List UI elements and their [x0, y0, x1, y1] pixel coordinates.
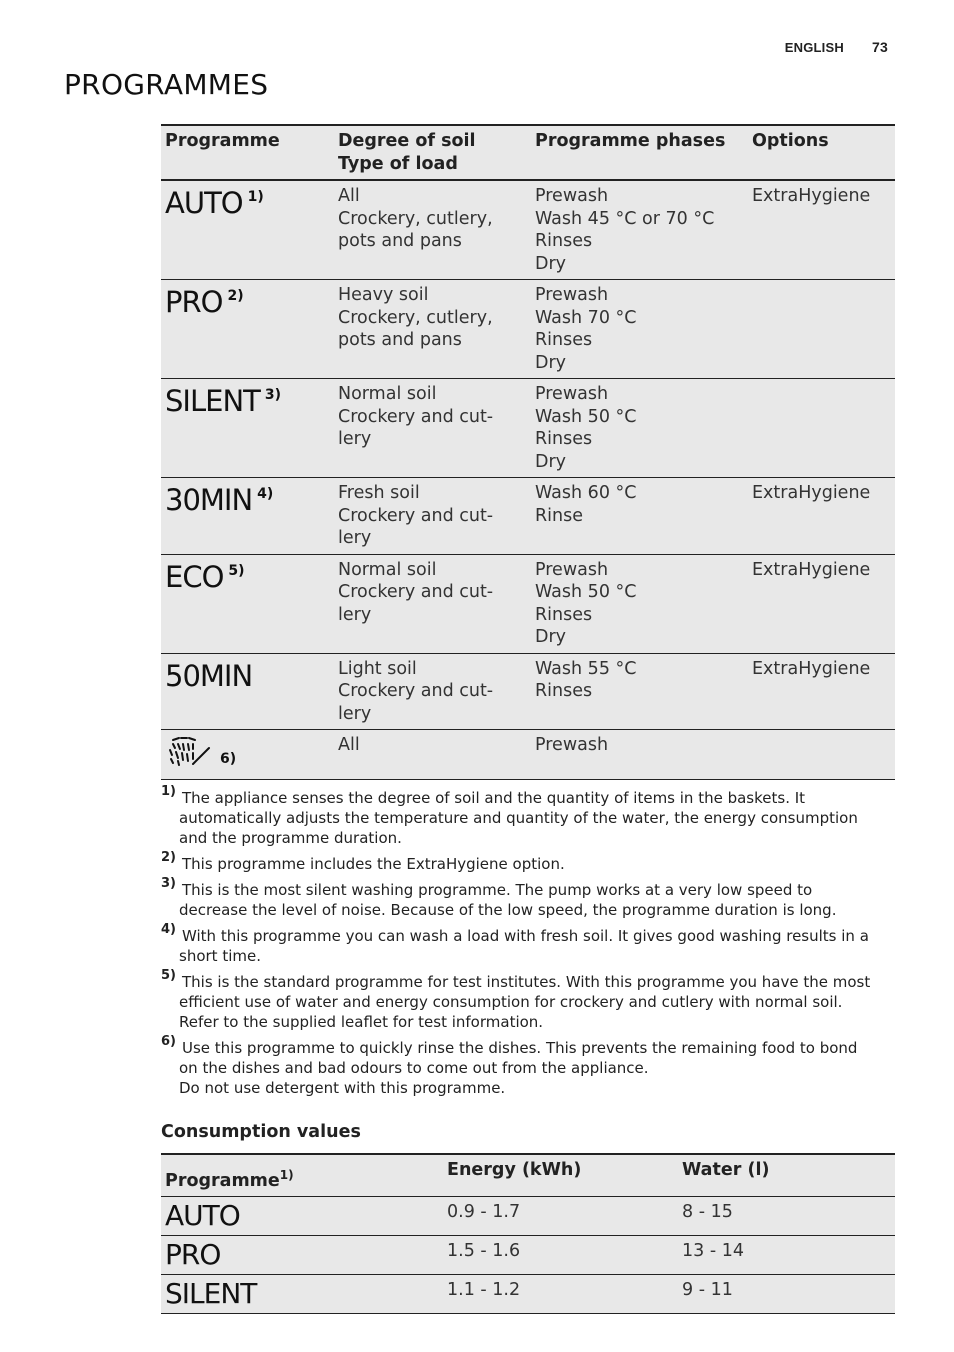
soil-cell [330, 653, 527, 730]
header-language: ENGLISH [784, 40, 844, 55]
soil-line: Crockery and cut- [338, 406, 494, 427]
footnote-ref: 4) [257, 486, 274, 502]
footnote-line: This programme includes the ExtraHygiene option. [182, 855, 565, 873]
soil-line: lery [338, 528, 372, 548]
page-number: 73 [872, 39, 888, 55]
footnote-number: 6) [161, 1034, 176, 1049]
programme-cell [161, 653, 330, 730]
phase-line: Rinses [535, 330, 593, 350]
soil-line: Light soil [338, 658, 417, 679]
col-header-degree-of-soil: Degree of soil [338, 131, 476, 151]
programme-cell [161, 379, 330, 478]
phase-line: Wash 50 °C [535, 406, 637, 427]
phase-line: Rinses [535, 231, 593, 251]
phase-line: Wash 50 °C [535, 582, 637, 602]
col-header-soil [330, 125, 527, 180]
footnote-ref: 5) [228, 562, 245, 579]
water-cell: 9 - 11 [682, 1279, 733, 1300]
consumption-row [161, 1196, 895, 1235]
energy-cell: 1.1 - 1.2 [447, 1279, 521, 1300]
consumption-row [161, 1274, 895, 1313]
footnote [161, 922, 895, 966]
footnote-line: on the dishes and bad odours to come out from the appliance. [179, 1059, 649, 1077]
programme-cell [161, 180, 330, 280]
phase-line: Wash 55 °C [535, 658, 637, 679]
programme-name: 50MIN [165, 658, 253, 693]
footnote-number: 5) [161, 968, 176, 983]
consumption-row [161, 1235, 895, 1274]
phase-line: Prewash [535, 559, 609, 580]
phases-cell [527, 180, 744, 280]
footnote-line: The appliance senses the degree of soil and the quantity of items in the baskets. It [182, 789, 806, 807]
rinse-icon [165, 734, 215, 768]
soil-cell [330, 180, 527, 280]
phase-line: Prewash [535, 735, 609, 755]
col-header-energy: Energy (kWh) [447, 1160, 582, 1180]
energy-cell: 0.9 - 1.7 [447, 1201, 521, 1222]
phases-cell [527, 478, 744, 555]
phase-line: Prewash [535, 285, 609, 305]
footnotes [161, 784, 895, 1104]
col-header-phases: Programme phases [535, 131, 726, 151]
phase-line: Dry [535, 253, 567, 274]
phases-cell [527, 280, 744, 379]
footnote-line: Refer to the supplied leaflet for test information. [179, 1013, 544, 1031]
programme-table-header [161, 125, 895, 180]
programme-name: SILENT [165, 1276, 257, 1310]
footnote-line: decrease the level of noise. Because of the low speed, the programme duration is long. [179, 901, 837, 919]
footnote-number: 3) [161, 876, 176, 891]
col-header-programme [161, 1154, 439, 1196]
soil-line: pots and pans [338, 231, 462, 251]
programme-row [161, 180, 895, 280]
footnote-number: 2) [161, 850, 176, 865]
programme-cell [161, 280, 330, 379]
footnote-line: automatically adjusts the temperature and quantity of the water, the energy consumption [179, 809, 858, 827]
consumption-programme-cell [161, 1196, 439, 1235]
soil-cell [330, 554, 527, 653]
phase-line: Wash 45 °C or 70 °C [535, 208, 715, 229]
programme-name: AUTO [165, 186, 243, 220]
soil-line: lery [338, 429, 372, 449]
footnote [161, 876, 895, 920]
soil-line: lery [338, 703, 372, 724]
options-cell: ExtraHygiene [752, 483, 871, 503]
programme-header-note: 1) [279, 1168, 294, 1182]
soil-line: Normal soil [338, 384, 437, 404]
soil-line: lery [338, 604, 372, 625]
consumption-programme-cell [161, 1235, 439, 1274]
footnote-number: 4) [161, 922, 176, 937]
footnote [161, 968, 895, 1032]
options-cell [744, 379, 895, 478]
phases-cell [527, 379, 744, 478]
soil-line: Crockery and cut- [338, 582, 494, 602]
phase-line: Prewash [535, 186, 609, 206]
soil-cell [330, 379, 527, 478]
footnote-line: Do not use detergent with this programme. [179, 1079, 506, 1097]
soil-line: Heavy soil [338, 285, 429, 305]
phase-line: Dry [535, 451, 567, 472]
rinse-icon [165, 734, 215, 775]
footnote-number: 1) [161, 784, 176, 799]
water-cell: 13 - 14 [682, 1240, 744, 1261]
col-header-programme: Programme [165, 131, 280, 151]
footnote [161, 784, 895, 848]
soil-line: Fresh soil [338, 483, 420, 503]
page-header [785, 39, 888, 55]
options-cell: ExtraHygiene [752, 658, 871, 679]
phase-line: Rinses [535, 604, 593, 625]
soil-line: Crockery, cutlery, [338, 307, 493, 328]
water-cell: 8 - 15 [682, 1201, 733, 1222]
footnote-line: efficient use of water and energy consumption for crockery and cutlery with normal soil. [179, 993, 843, 1011]
phase-line: Prewash [535, 384, 609, 404]
phase-line: Rinses [535, 681, 593, 701]
consumption-programme-cell [161, 1274, 439, 1313]
phase-line: Wash 70 °C [535, 307, 637, 328]
phases-cell [527, 554, 744, 653]
energy-cell: 1.5 - 1.6 [447, 1240, 521, 1261]
programme-row [161, 554, 895, 653]
programme-row [161, 653, 895, 730]
phase-line: Dry [535, 627, 567, 647]
col-header-water: Water (l) [682, 1160, 770, 1180]
footnote-ref: 3) [264, 387, 281, 403]
consumption-table-header [161, 1154, 895, 1196]
footnote-line: This is the most silent washing programme. The pump works at a very low speed to [182, 881, 813, 899]
soil-line: Crockery, cutlery, [338, 208, 493, 229]
footnote-line: Use this programme to quickly rinse the dishes. This prevents the remaining food to bond [182, 1039, 858, 1057]
soil-cell [330, 730, 527, 780]
programme-row [161, 478, 895, 555]
programme-row [161, 379, 895, 478]
footnote-ref: 1) [247, 189, 264, 205]
soil-line: Crockery and cut- [338, 681, 494, 701]
options-cell [744, 280, 895, 379]
soil-line: Normal soil [338, 559, 437, 580]
programme-row [161, 730, 895, 780]
consumption-table [161, 1153, 895, 1314]
soil-line: All [338, 735, 360, 755]
consumption-heading: Consumption values [161, 1122, 361, 1142]
options-cell: ExtraHygiene [752, 559, 871, 580]
options-cell: ExtraHygiene [752, 186, 871, 206]
footnote [161, 1034, 895, 1098]
soil-line: pots and pans [338, 330, 462, 350]
programme-name: AUTO [165, 1198, 240, 1232]
soil-line: All [338, 186, 360, 206]
soil-line: Crockery and cut- [338, 505, 494, 526]
footnote-line: With this programme you can wash a load with fresh soil. It gives good washing results in a [182, 927, 869, 945]
footnote-line: This is the standard programme for test institutes. With this programme you have the most [182, 973, 871, 991]
footnote [161, 850, 895, 874]
programme-cell [161, 554, 330, 653]
phase-line: Wash 60 °C [535, 483, 637, 503]
programme-name: PRO [165, 1237, 221, 1271]
programme-name: 30MIN [165, 483, 253, 517]
programme-row [161, 280, 895, 379]
footnote-line: short time. [179, 947, 261, 965]
options-cell [744, 730, 895, 780]
programme-name: ECO [165, 559, 224, 594]
page-title: PROGRAMMES [64, 68, 269, 101]
programme-table [161, 124, 895, 780]
footnote-ref: 6) [220, 751, 237, 767]
footnote-line: and the programme duration. [179, 829, 402, 847]
phases-cell [527, 653, 744, 730]
soil-cell [330, 280, 527, 379]
col-header-type-of-load: Type of load [338, 153, 458, 174]
soil-cell [330, 478, 527, 555]
phases-cell [527, 730, 744, 780]
programme-header-label: Programme [165, 1170, 280, 1191]
programme-cell [161, 478, 330, 555]
programme-name: SILENT [165, 384, 260, 418]
phase-line: Rinses [535, 429, 593, 449]
footnote-ref: 2) [227, 288, 244, 304]
programme-cell [161, 730, 330, 780]
col-header-options: Options [752, 131, 829, 151]
programme-name: PRO [165, 285, 223, 319]
phase-line: Dry [535, 352, 567, 373]
phase-line: Rinse [535, 505, 583, 526]
